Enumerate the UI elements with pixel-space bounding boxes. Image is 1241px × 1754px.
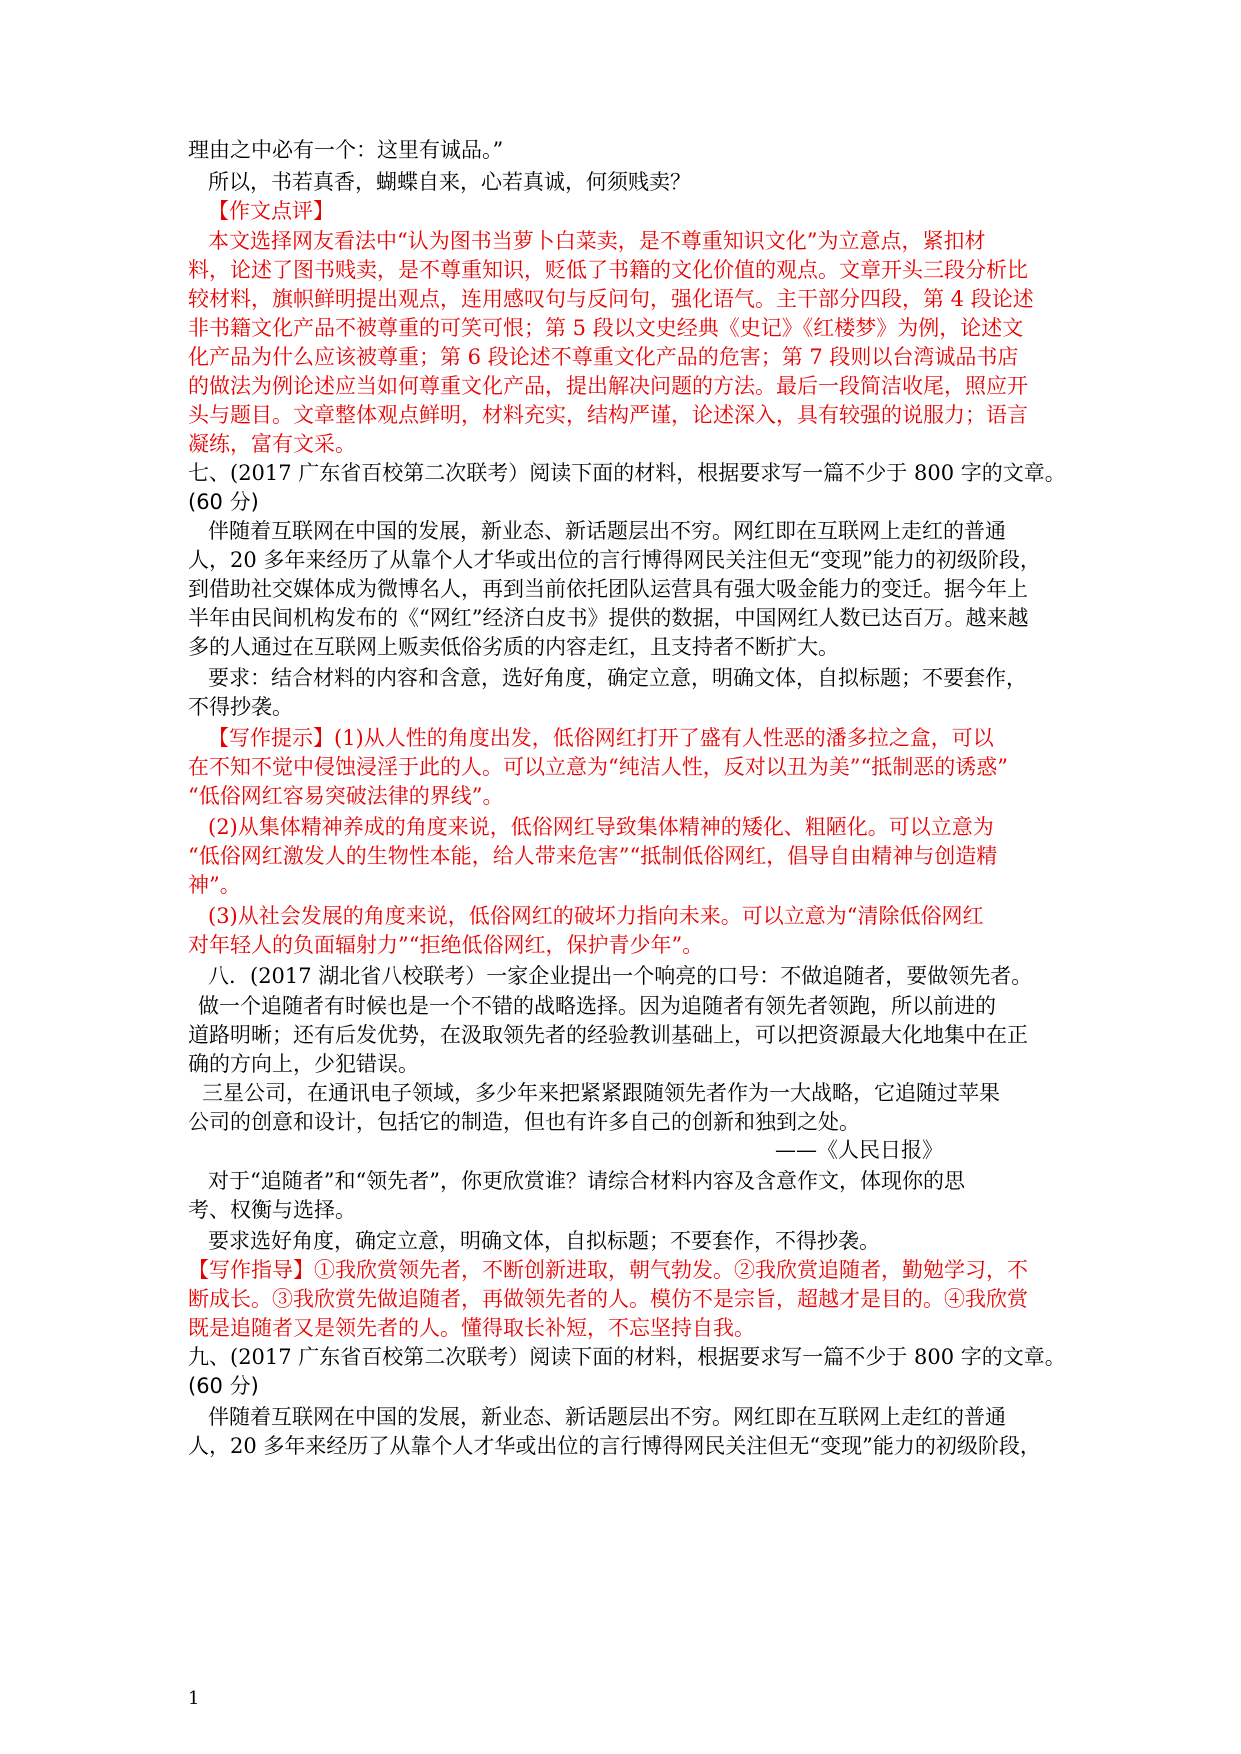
- paragraph-line: 三星公司，在通讯电子领域，多少年来把紧紧跟随领先者作为一大战略，它追随过苹果: [202, 1081, 1000, 1105]
- guide-line: 【写作指导】①我欣赏领先者，不断创新进取，朝气勃发。②我欣赏追随者，勤勉学习，不: [188, 1258, 1028, 1282]
- hint-line: (3)从社会发展的角度来说，低俗网红的破坏力指向未来。可以立意为“清除低俗网红: [208, 904, 984, 928]
- score-label: (60 分): [188, 490, 259, 514]
- hint-line: 【写作提示】(1)从人性的角度出发，低俗网红打开了盛有人性恶的潘多拉之盒，可以: [208, 726, 994, 750]
- hint-line: 神”。: [188, 873, 241, 897]
- commentary-line: 料，论述了图书贱卖，是不尊重知识，贬低了书籍的文化价值的观点。文章开头三段分析比: [188, 258, 1028, 282]
- paragraph-line: 要求：结合材料的内容和含意，选好角度，确定立意，明确文体，自拟标题；不要套作，: [208, 666, 1027, 690]
- commentary-line: 较材料，旗帜鲜明提出观点，连用感叹句与反问句，强化语气。主干部分四段，第 4 段论述: [188, 287, 1034, 311]
- hint-line: 在不知不觉中侵蚀浸淫于此的人。可以立意为“纯洁人性，反对以丑为美”“抵制恶的诱惑”: [188, 755, 1008, 779]
- guide-line: 断成长。③我欣赏先做追随者，再做领先者的人。模仿不是宗旨，超越才是目的。④我欣赏: [188, 1287, 1028, 1311]
- hint-line: “低俗网红容易突破法律的界线”。: [188, 784, 504, 808]
- commentary-line: 非书籍文化产品不被尊重的可笑可恨；第 5 段以文史经典《史记》《红楼梦》为例，论述文: [188, 316, 1024, 340]
- paragraph-line: 做一个追随者有时候也是一个不错的战略选择。因为追随者有领先者领跑，所以前进的: [198, 994, 996, 1018]
- paragraph-line: 到借助社交媒体成为微博名人，再到当前依托团队运营具有强大吸金能力的变迁。据今年上: [188, 577, 1028, 601]
- paragraph-line: 伴随着互联网在中国的发展，新业态、新话题层出不穷。网红即在互联网上走红的普通: [208, 1405, 1006, 1429]
- paragraph-line: 半年由民间机构发布的《“网红”经济白皮书》提供的数据，中国网红人数已达百万。越来越: [188, 606, 1029, 630]
- paragraph-line: 公司的创意和设计，包括它的制造，但也有许多自己的创新和独到之处。: [188, 1110, 860, 1134]
- commentary-line: 的做法为例论述应当如何尊重文化产品，提出解决问题的方法。最后一段简洁收尾，照应开: [188, 374, 1028, 398]
- guide-line: 既是追随者又是领先者的人。懂得取长补短，不忘坚持自我。: [188, 1316, 755, 1340]
- commentary-line: 凝练，富有文采。: [188, 432, 356, 456]
- source-citation: ——《人民日报》: [775, 1138, 943, 1162]
- score-label: (60 分): [188, 1374, 259, 1398]
- question-header: 七、(2017 广东省百校第二次联考）阅读下面的材料，根据要求写一篇不少于 800 字的文章。: [188, 461, 1066, 485]
- hint-line: 对年轻人的负面辐射力”“拒绝低俗网红，保护青少年”。: [188, 933, 704, 957]
- commentary-line: 头与题目。文章整体观点鲜明，材料充实，结构严谨，论述深入，具有较强的说服力；语言: [188, 403, 1028, 427]
- paragraph-line: 所以，书若真香，蝴蝶自来，心若真诚，何须贱卖？: [208, 170, 691, 194]
- paragraph-line: 人，20 多年来经历了从靠个人才华或出位的言行博得网民关注但无“变现”能力的初级阶段，: [188, 1434, 1041, 1458]
- hint-line: (2)从集体精神养成的角度来说，低俗网红导致集体精神的矮化、粗陋化。可以立意为: [208, 815, 994, 839]
- paragraph-line: 要求选好角度，确定立意，明确文体，自拟标题；不要套作，不得抄袭。: [208, 1229, 880, 1253]
- page-number: 1: [188, 1688, 200, 1709]
- hint-line: “低俗网红激发人的生物性本能，给人带来危害”“抵制低俗网红，倡导自由精神与创造精: [188, 844, 998, 868]
- question-header: 八．(2017 湖北省八校联考）一家企业提出一个响亮的口号：不做追随者，要做领先者。: [208, 964, 1033, 988]
- paragraph-line: 对于“追随者”和“领先者”，你更欣赏谁？请综合材料内容及含意作文，体现你的思: [208, 1169, 965, 1193]
- paragraph-line: 多的人通过在互联网上贩卖低俗劣质的内容走红，且支持者不断扩大。: [188, 635, 839, 659]
- paragraph-line: 确的方向上，少犯错误。: [188, 1052, 419, 1076]
- section-heading: 【作文点评】: [208, 199, 334, 223]
- paragraph-line: 考、权衡与选择。: [188, 1198, 356, 1222]
- paragraph-line: 不得抄袭。: [188, 695, 293, 719]
- paragraph-line: 道路明晰；还有后发优势，在汲取领先者的经验教训基础上，可以把资源最大化地集中在正: [188, 1023, 1028, 1047]
- paragraph-line: 人，20 多年来经历了从靠个人才华或出位的言行博得网民关注但无“变现”能力的初级阶段，: [188, 548, 1041, 572]
- paragraph-line: 伴随着互联网在中国的发展，新业态、新话题层出不穷。网红即在互联网上走红的普通: [208, 519, 1006, 543]
- question-header: 九、(2017 广东省百校第二次联考）阅读下面的材料，根据要求写一篇不少于 800 字的文章。: [188, 1345, 1066, 1369]
- paragraph-line: 理由之中必有一个：这里有诚品。”: [188, 138, 504, 162]
- commentary-line: 化产品为什么应该被尊重；第 6 段论述不尊重文化产品的危害；第 7 段则以台湾诚品书店: [188, 345, 1019, 369]
- commentary-line: 本文选择网友看法中“认为图书当萝卜白菜卖，是不尊重知识文化”为立意点，紧扣材: [208, 229, 986, 253]
